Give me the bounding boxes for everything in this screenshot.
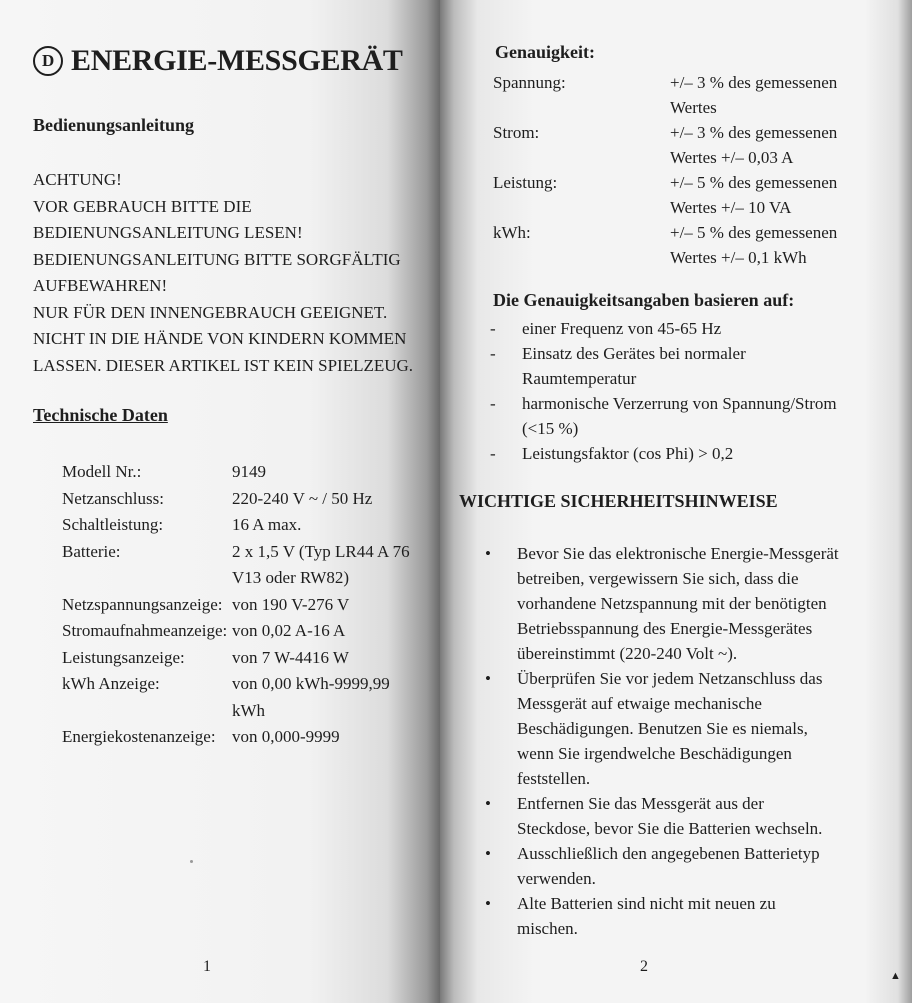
scan-speck (190, 860, 193, 863)
spec-row (62, 459, 412, 486)
list-item-text: Bevor Sie das elektronische Energie-Messgerät betreiben, vergewissern Sie sich, dass die vorhandene Netzspannung mit der benötigten Betriebsspannung des Energie-Messgerätes übereinstimmt (220-240 Volt ~). (517, 544, 839, 663)
warning-line: BEDIENUNGSANLEITUNG LESEN! (33, 223, 303, 242)
warning-line: ACHTUNG! (33, 170, 122, 189)
spec-row (62, 592, 412, 619)
basis-heading: Die Genauigkeitsangaben basieren auf: (493, 290, 795, 310)
list-item-text: Ausschließlich den angegebenen Batterietyp verwenden. (517, 844, 820, 888)
country-badge: D (33, 46, 63, 76)
bullet-icon: • (485, 544, 491, 563)
tech-data-heading: Technische Daten (33, 405, 168, 425)
bullet-icon: • (485, 844, 491, 863)
list-item (485, 841, 840, 891)
bullet-icon: • (485, 669, 491, 688)
accuracy-value: +/– 3 % des gemessenen Wertes (670, 73, 838, 117)
list-item-text: Einsatz des Gerätes bei normaler Raumtemperatur (522, 344, 746, 388)
list-item (490, 341, 860, 391)
spec-row (62, 539, 412, 592)
list-item-text: Leistungsfaktor (cos Phi) > 0,2 (522, 444, 734, 463)
accuracy-label: kWh: (493, 223, 531, 242)
spec-label: Netzanschluss: (62, 488, 164, 508)
warning-line: LASSEN. DIESER ARTIKEL IST KEIN SPIELZEUG. (33, 355, 414, 375)
spec-value: 16 A max. (232, 515, 302, 534)
left-page (0, 0, 440, 1003)
spec-label: Energiekostenanzeige: (62, 727, 216, 746)
accuracy-heading: Genauigkeit: (495, 42, 596, 62)
spec-value: 220-240 V ~ / 50 Hz (232, 488, 373, 508)
page-title-text: ENERGIE-MESSGERÄT (71, 44, 403, 77)
spec-row (62, 486, 412, 513)
spec-label: kWh Anzeige: (62, 674, 160, 693)
list-item-text: Alte Batterien sind nicht mit neuen zu mischen. (517, 894, 776, 938)
spec-label: Stromaufnahmeanzeige: (62, 621, 228, 640)
accuracy-row (493, 120, 850, 170)
accuracy-table (493, 70, 850, 270)
accuracy-label: Leistung: (493, 173, 558, 192)
list-item (485, 891, 840, 941)
corner-triangle-icon: ▲ (890, 970, 901, 982)
spec-table (62, 459, 412, 751)
spec-row (62, 512, 412, 539)
spec-value: von 190 V-276 V (232, 594, 350, 614)
warning-line: NICHT IN DIE HÄNDE VON KINDERN KOMMEN (33, 329, 407, 348)
spec-value: von 0,00 kWh-9999,99 kWh (232, 674, 390, 720)
accuracy-value: +/– 3 % des gemessenen Wertes +/– 0,03 A (670, 123, 838, 167)
dash-marker: - (490, 444, 496, 463)
list-item-text: harmonische Verzerrung von Spannung/Strom (<15 %) (522, 394, 837, 438)
bullet-icon: • (485, 894, 491, 913)
list-item (485, 541, 840, 666)
warning-line: AUFBEWAHREN! (33, 276, 168, 295)
spec-label: Schaltleistung: (62, 515, 164, 534)
warning-line: VOR GEBRAUCH BITTE DIE (33, 196, 252, 216)
dash-marker: - (490, 394, 496, 413)
list-item-text: Entfernen Sie das Messgerät aus der Steckdose, bevor Sie die Batterien wechseln. (517, 794, 823, 838)
page-number: 2 (640, 958, 648, 975)
spec-value: von 7 W-4416 W (232, 647, 349, 667)
accuracy-row (493, 170, 850, 220)
accuracy-row (493, 70, 850, 120)
warning-line: NUR FÜR DEN INNENGEBRAUCH GEEIGNET. (33, 302, 388, 322)
dash-marker: - (490, 344, 496, 363)
basis-list (490, 316, 860, 466)
spec-row (62, 645, 412, 672)
spec-value: 9149 (232, 462, 266, 481)
spec-label: Batterie: (62, 541, 121, 561)
spec-value: von 0,000-9999 (232, 727, 340, 746)
list-item (490, 391, 860, 441)
safety-heading: WICHTIGE SICHERHEITSHINWEISE (459, 491, 778, 511)
bullet-icon: • (485, 794, 491, 813)
spec-label: Leistungsanzeige: (62, 647, 185, 667)
list-item (490, 441, 860, 466)
spec-value: von 0,02 A-16 A (232, 621, 346, 640)
accuracy-label: Strom: (493, 123, 540, 142)
warning-block (33, 167, 413, 379)
spec-label: Modell Nr.: (62, 462, 142, 481)
spec-row (62, 724, 412, 751)
dash-marker: - (490, 319, 496, 338)
right-page (440, 0, 912, 1003)
list-item (490, 316, 860, 341)
list-item (485, 666, 840, 791)
accuracy-row (493, 220, 850, 270)
list-item (485, 791, 840, 841)
warning-line: BEDIENUNGSANLEITUNG BITTE SORGFÄLTIG (33, 249, 401, 269)
safety-list (485, 541, 840, 941)
page-title (33, 44, 403, 78)
spec-label: Netzspannungsanzeige: (62, 594, 223, 614)
spec-value: 2 x 1,5 V (Typ LR44 A 76 V13 oder RW82) (232, 541, 410, 587)
spec-row (62, 671, 412, 724)
spec-row (62, 618, 412, 645)
accuracy-value: +/– 5 % des gemessenen Wertes +/– 0,1 kWh (670, 223, 838, 267)
list-item-text: Überprüfen Sie vor jedem Netzanschluss das Messgerät auf etwaige mechanische Beschädigungen. Benutzen Sie es niemals, wenn Sie irgendwelche Beschädigungen feststellen. (517, 669, 823, 788)
accuracy-label: Spannung: (493, 73, 566, 92)
accuracy-value: +/– 5 % des gemessenen Wertes +/– 10 VA (670, 173, 838, 217)
page-number: 1 (203, 958, 211, 975)
list-item-text: einer Frequenz von 45-65 Hz (522, 319, 722, 338)
subtitle: Bedienungsanleitung (33, 115, 195, 135)
